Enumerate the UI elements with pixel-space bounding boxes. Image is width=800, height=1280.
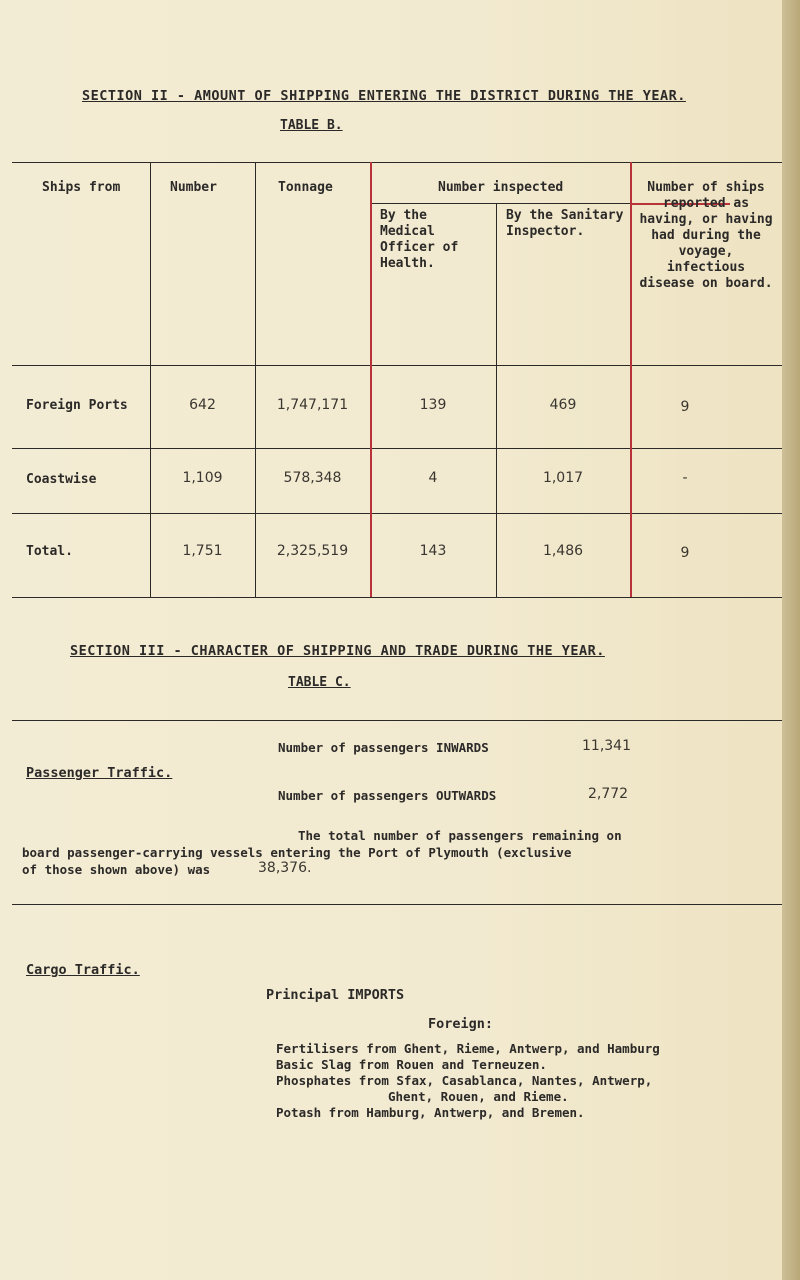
col-header-ships-from: Ships from <box>42 180 121 195</box>
col-header-by-inspector: By the Sanitary Inspector. <box>506 208 624 239</box>
table-b-col-rule-5 <box>630 162 632 597</box>
col-header-number-inspected: Number inspected <box>438 180 564 195</box>
row-foreign-inspector: 469 <box>549 397 577 413</box>
col-header-tonnage: Tonnage <box>278 180 333 195</box>
row-foreign-label: Foreign Ports <box>26 398 128 413</box>
section3-heading: SECTION III - CHARACTER OF SHIPPING AND TRADE DURING THE YEAR. <box>70 643 605 659</box>
table-b-label: TABLE B. <box>280 118 343 133</box>
table-c-label: TABLE C. <box>288 675 351 690</box>
row-total-tonnage: 2,325,519 <box>276 543 349 559</box>
total-passengers-line1: The total number of passengers remaining on <box>298 828 622 843</box>
cargo-traffic-label: Cargo Traffic. <box>26 962 140 978</box>
col-header-infectious: Number of ships reported as having, or having had during the voyage, infectious disease on board. <box>639 180 773 291</box>
row-total-infectious: 9 <box>680 545 690 561</box>
table-b-row2-rule <box>12 513 782 514</box>
table-b-col-rule-3 <box>370 162 372 597</box>
row-total-moh: 143 <box>419 543 447 559</box>
inwards-value: 11,341 <box>582 738 631 754</box>
outwards-label: Number of passengers OUTWARDS <box>278 788 497 803</box>
page-edge <box>782 0 800 1280</box>
row-coastwise-number: 1,109 <box>182 470 223 486</box>
passenger-traffic-label: Passenger Traffic. <box>26 765 173 781</box>
table-b-col-rule-2 <box>255 162 256 597</box>
row-total-inspector: 1,486 <box>542 543 584 559</box>
table-c-top-rule <box>12 720 782 721</box>
import-line-3: Phosphates from Sfax, Casablanca, Nantes, Antwerp, <box>276 1073 653 1088</box>
row-total-label: Total. <box>26 544 73 559</box>
row-coastwise-infectious: - <box>682 470 688 486</box>
row-foreign-moh: 139 <box>419 397 447 413</box>
row-foreign-infectious: 9 <box>680 399 690 415</box>
row-foreign-number: 642 <box>189 397 216 413</box>
row-coastwise-moh: 4 <box>428 470 438 486</box>
row-coastwise-label: Coastwise <box>26 472 97 487</box>
principal-imports-label: Principal IMPORTS <box>266 987 405 1003</box>
import-line-4: Ghent, Rouen, and Rieme. <box>388 1089 569 1104</box>
total-passengers-value: 38,376. <box>258 860 312 876</box>
table-b-col-rule-1 <box>150 162 151 597</box>
table-b-row1-rule <box>12 448 782 449</box>
table-b-top-rule <box>12 162 782 163</box>
import-line-5: Potash from Hamburg, Antwerp, and Bremen. <box>276 1105 585 1120</box>
table-b-subheader-rule <box>370 203 630 204</box>
import-line-1: Fertilisers from Ghent, Rieme, Antwerp, and Hamburg <box>276 1041 660 1056</box>
row-coastwise-tonnage: 578,348 <box>283 470 342 486</box>
section2-heading: SECTION II - AMOUNT OF SHIPPING ENTERING THE DISTRICT DURING THE YEAR. <box>82 88 686 104</box>
outwards-value: 2,772 <box>588 786 629 802</box>
col-header-by-moh: By the Medical Officer of Health. <box>380 208 459 271</box>
col-header-number: Number <box>170 180 217 195</box>
inwards-label: Number of passengers INWARDS <box>278 740 489 755</box>
total-passengers-line3: of those shown above) was <box>22 862 211 877</box>
row-coastwise-inspector: 1,017 <box>542 470 584 486</box>
table-b-bottom-rule <box>12 597 782 598</box>
foreign-label: Foreign: <box>428 1016 494 1032</box>
table-b-header-rule <box>12 365 782 366</box>
import-line-2: Basic Slag from Rouen and Terneuzen. <box>276 1057 547 1072</box>
cargo-rule <box>12 904 782 905</box>
row-total-number: 1,751 <box>182 543 223 559</box>
total-passengers-line2: board passenger-carrying vessels entering the Port of Plymouth (exclusive <box>22 845 572 860</box>
row-foreign-tonnage: 1,747,171 <box>276 397 349 413</box>
